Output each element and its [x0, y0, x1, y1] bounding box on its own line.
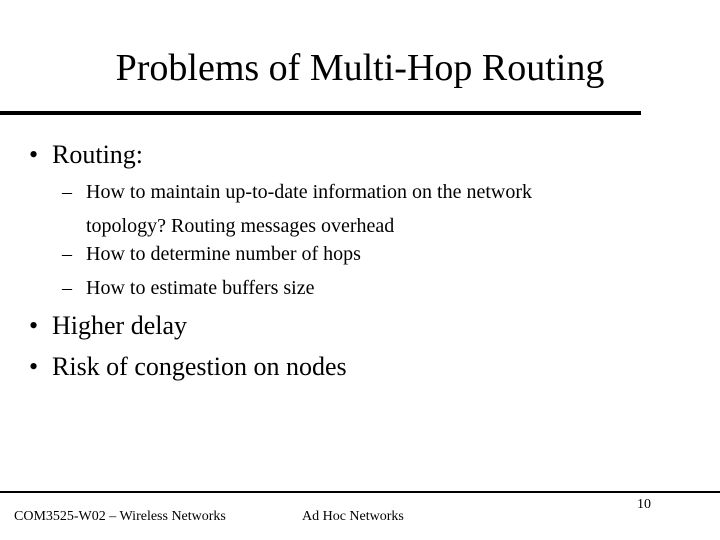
- bullet-mark: •: [29, 140, 39, 169]
- slide-title: Problems of Multi-Hop Routing: [115, 47, 605, 89]
- bullet-mark: •: [29, 311, 39, 340]
- bullet-text: Higher delay: [52, 311, 188, 340]
- footer-divider: [0, 491, 720, 493]
- page-number: 10: [637, 497, 651, 512]
- sub-bullet-mark: –: [62, 181, 72, 203]
- bullet-mark: •: [29, 352, 39, 381]
- bullet-text: Routing:: [52, 140, 144, 169]
- bullet-text: Risk of congestion on nodes: [52, 352, 347, 381]
- sub-bullet-mark: –: [62, 277, 72, 299]
- footer-course: COM3525-W02 – Wireless Networks: [14, 509, 226, 524]
- footer-topic: Ad Hoc Networks: [302, 509, 404, 524]
- title-divider: [0, 111, 641, 115]
- sub-bullet-line-2: topology? Routing messages overhead: [86, 215, 395, 237]
- sub-bullet-line-1: How to maintain up-to-date information on the network: [86, 181, 533, 203]
- sub-bullet-text: [86, 175, 532, 243]
- sub-bullet-text: How to estimate buffers size: [86, 277, 315, 299]
- sub-bullet-mark: –: [62, 243, 72, 265]
- sub-bullet-text: How to determine number of hops: [86, 243, 361, 265]
